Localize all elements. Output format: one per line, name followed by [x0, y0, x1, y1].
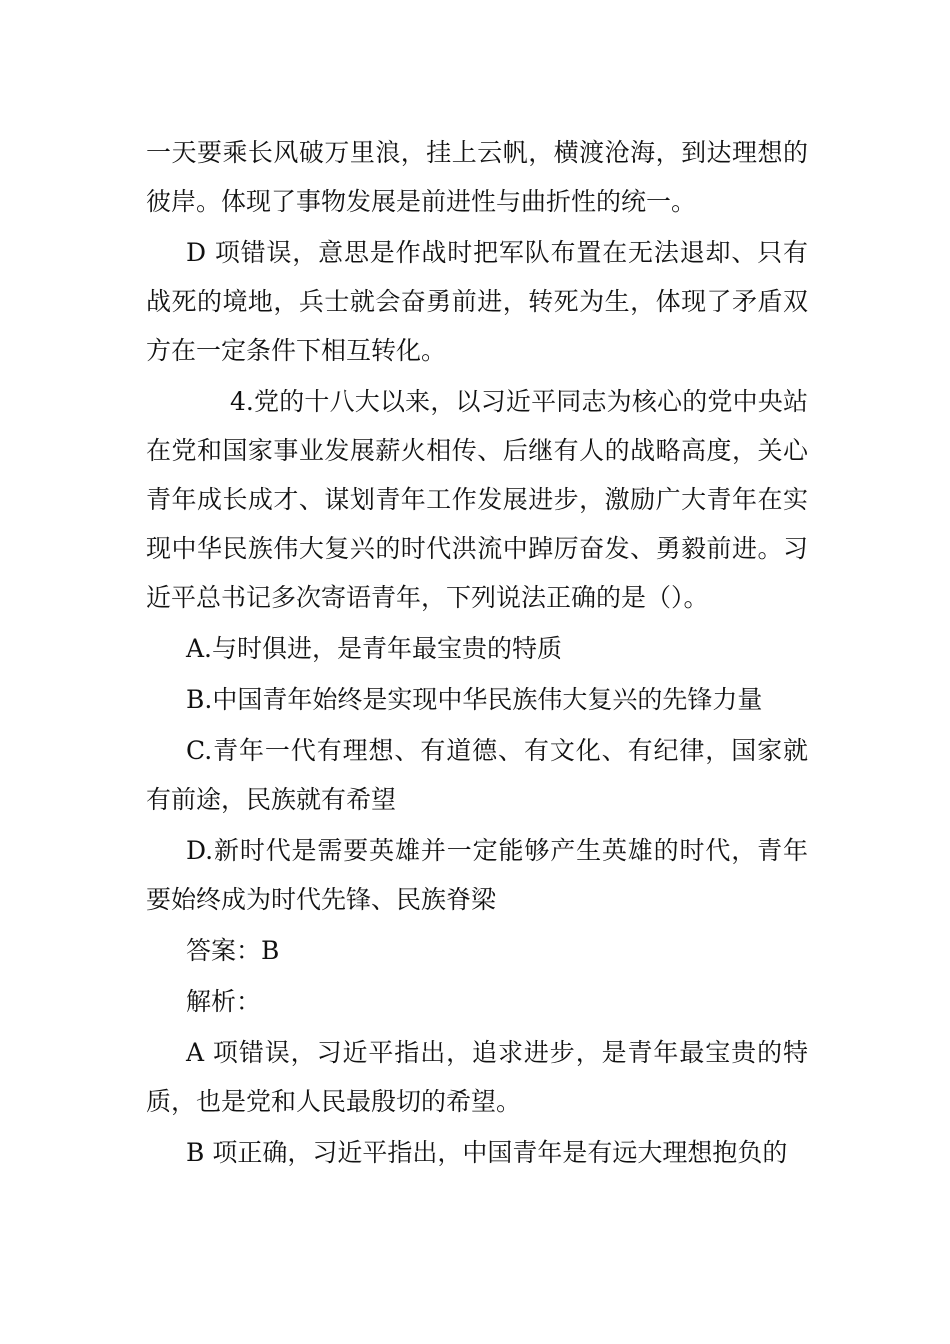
analysis-option-a: A 项错误，习近平指出，追求进步，是青年最宝贵的特质，也是党和人民最殷切的希望。	[146, 1038, 808, 1116]
paragraph-option-d-explanation: D 项错误，意思是作战时把军队布置在无法退却、只有战死的境地，兵士就会奋勇前进，转死为生，体现了矛盾双方在一定条件下相互转化。	[146, 238, 808, 365]
option-b: B.中国青年始终是实现中华民族伟大复兴的先锋力量	[186, 685, 763, 714]
answer-line: 答案：B	[186, 936, 280, 965]
analysis-label: 解析：	[186, 987, 262, 1016]
question-4-stem: 4.党的十八大以来，以习近平同志为核心的党中央站在党和国家事业发展薪火相传、后继有人的战略高度，关心青年成长成才、谋划青年工作发展进步，激励广大青年在实现中华民族伟大复兴的时代洪流中踔厉奋发、勇毅前进。习近平总书记多次寄语青年，下列说法正确的是（）。	[146, 387, 808, 612]
option-c: C.青年一代有理想、有道德、有文化、有纪律，国家就有前途，民族就有希望	[146, 736, 808, 814]
option-d: D.新时代是需要英雄并一定能够产生英雄的时代，青年要始终成为时代先锋、民族脊梁	[146, 836, 808, 914]
document-body	[146, 128, 808, 1179]
analysis-option-b: B 项正确，习近平指出，中国青年是有远大理想抱负的	[186, 1138, 788, 1167]
option-a: A.与时俱进，是青年最宝贵的特质	[186, 634, 563, 663]
paragraph-continuation: 一天要乘长风破万里浪，挂上云帆，横渡沧海，到达理想的彼岸。体现了事物发展是前进性与曲折性的统一。	[146, 138, 808, 216]
